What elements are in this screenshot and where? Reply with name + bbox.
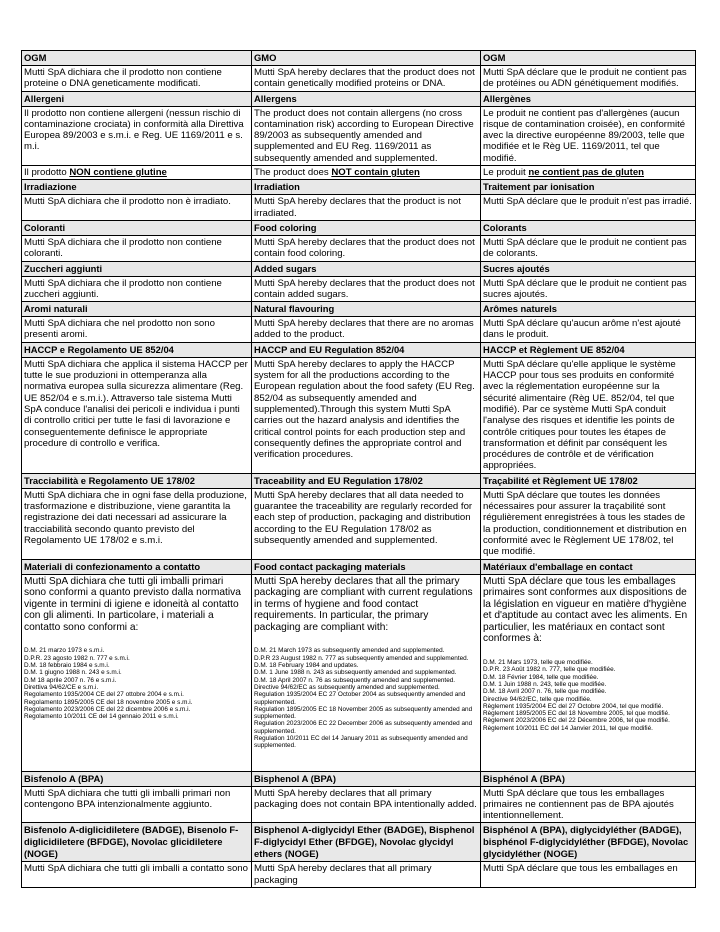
section-title-en: Irradiation bbox=[252, 180, 481, 195]
gluten-text: Il prodotto bbox=[24, 167, 70, 179]
section-title-fr: Bisphénol A (BPA) bbox=[481, 771, 696, 786]
statement-en: Mutti SpA hereby declares that there are no aromas added to the product. bbox=[252, 317, 481, 343]
statement-it: Mutti SpA dichiara che applica il sistema HACCP per tutte le sue produzioni in ottemperanza alla normativa europea sulla sicurezza alimentare (Reg. UE 852/04 e s.m.i.). Attraverso tale sistema Mutti SpA conduce l'analisi dei pericoli e individua i punti di controllo critici per tutte le fasi di lavorazione e conseguentemente definisce le appropriate procedure di controllo e verifica. bbox=[22, 357, 252, 473]
table-row bbox=[22, 106, 696, 165]
table-row bbox=[22, 574, 696, 771]
table-row bbox=[22, 357, 696, 473]
gluten-emphasis: NOT contain gluten bbox=[331, 167, 420, 179]
packaging-text: Mutti SpA hereby declares that all the primary packaging are compliant with current regulations in terms of hygiene and food contact requirements. In particular, the primary packaging are compliant with: bbox=[254, 575, 473, 633]
gluten-statement-fr bbox=[481, 166, 696, 180]
statement-fr: Mutti SpA déclare que le produit ne contient pas de colorants. bbox=[481, 235, 696, 261]
table-row bbox=[22, 195, 696, 221]
table-row bbox=[22, 235, 696, 261]
gluten-text: Le produit bbox=[483, 167, 529, 179]
declaration-table bbox=[21, 50, 696, 888]
statement-en: Mutti SpA hereby declares that the product is not irradiated. bbox=[252, 195, 481, 221]
statement-en: Mutti SpA hereby declares that all primary packaging bbox=[252, 862, 481, 888]
section-title-en: Bisphenol A-diglycidyl Ether (BADGE), Bisphenol F-diglycidyl Ether (BFDGE), Novolac glycidyl ethers (NOGE) bbox=[252, 823, 481, 862]
section-title-it: Bisfenolo A-diglicidiletere (BADGE), Bisenolo F-diglicidiletere (BFDGE), Novolac glicidiletere (NOGE) bbox=[22, 823, 252, 862]
section-title-en: Added sugars bbox=[252, 261, 481, 276]
section-title-it: Coloranti bbox=[22, 220, 252, 235]
packaging-statement-fr bbox=[481, 574, 696, 771]
section-header-row bbox=[22, 220, 696, 235]
gluten-emphasis: NON contiene glutine bbox=[69, 167, 167, 179]
regulation-list: D.M. 21 Mars 1973, telle que modifiée. D.P.R. 23 Août 1982 n. 777, telle que modifiée. D.M. 18 Février 1984, telle que modifiée. D.M. 1 Juin 1988 n. 243, telle que modifiée. D.M. 18 Avril 2007 n. 76, telle que modifiée. Directive 94/62/EC, telle que modifiée. Règlement 1935/2004 EC del 27 Octobre 2004, tel que modifié. Règlement 1895/2005 EC del 18 Novembre 2005, tel que modifié. Règlement 2023/2006 EC del 22 Décembre 2006, tel que modifié. Règlement 10/2011 EC del 14 Janvier 2011, tel que modifié. bbox=[483, 659, 670, 732]
table-row bbox=[22, 276, 696, 302]
packaging-statement-it bbox=[22, 574, 252, 771]
statement-en: Mutti SpA hereby declares to apply the HACCP system for all the productions according to the European regulation about the food safety (EU Reg. 852/04 as subsequently amended and supplemented).Through this system Mutti SpA carries out the hazard analysis and identifies the critical control points for each production step and consequently defines the appropriate control and verification procedures. bbox=[252, 357, 481, 473]
section-title-it: Aromi naturali bbox=[22, 302, 252, 317]
statement-it: Il prodotto non contiene allergeni (nessun rischio di contaminazione crociata) in conformità alla Direttiva Europea 89/2003 e s.m.i. e Reg. UE 1169/2011 e s. m.i. bbox=[22, 106, 252, 165]
regulation-list: D.M. 21 marzo 1973 e s.m.i. D.P.R. 23 agosto 1982 n. 777 e s.m.i. D.M. 18 febbraio 1984 e s.m.i. D.M. 1 giugno 1988 n. 243 e s.m.i. D.M 18 aprile 2007 n. 76 e s.m.i. Direttiva 94/62/CE e s.m.i. Regolamento 1935/2004 CE del 27 ottobre 2004 e s.m.i. Regolamento 1895/2005 CE del 18 novembre 2005 e s.m.i. Regolamento 2023/2006 CE del 22 dicembre 2006 e s.m.i. Regolamento 10/2011 CE del 14 gennaio 2011 e s.m.i. bbox=[24, 647, 193, 721]
statement-en: Mutti SpA hereby declares that all primary packaging does not contain BPA intentionally added. bbox=[252, 786, 481, 823]
section-title-it: HACCP e Regolamento UE 852/04 bbox=[22, 342, 252, 357]
table-row bbox=[22, 488, 696, 559]
section-header-row bbox=[22, 180, 696, 195]
section-title-it: Zuccheri aggiunti bbox=[22, 261, 252, 276]
section-title-it: Irradiazione bbox=[22, 180, 252, 195]
statement-fr: Mutti SpA déclare que toutes les données nécessaires pour assurer la traçabilité sont régulièrement enregistrées à tous les stades de la production, conditionnement et distribution en conformité avec le Règlement UE 178/02, tel que modifié. bbox=[481, 488, 696, 559]
section-title-en: Food contact packaging materials bbox=[252, 559, 481, 574]
gluten-statement-en bbox=[252, 166, 481, 180]
section-title-en: Food coloring bbox=[252, 220, 481, 235]
statement-en: Mutti SpA hereby declares that the product does not contain genetically modified proteins or DNA. bbox=[252, 66, 481, 92]
section-title-it: OGM bbox=[22, 51, 252, 66]
statement-fr: Mutti SpA déclare que le produit ne contient pas de protéines ou ADN génétiquement modifiés. bbox=[481, 66, 696, 92]
section-title-it: Allergeni bbox=[22, 91, 252, 106]
packaging-statement-en bbox=[252, 574, 481, 771]
section-title-fr: Allergènes bbox=[481, 91, 696, 106]
section-title-fr: OGM bbox=[481, 51, 696, 66]
table-row bbox=[22, 166, 696, 180]
section-title-en: Allergens bbox=[252, 91, 481, 106]
section-header-row bbox=[22, 91, 696, 106]
statement-fr: Mutti SpA déclare qu'elle applique le système HACCP pour tous ses produits en conformité avec la réglementation européenne sur la sécurité alimentaire (Règ UE. 852/04, tel que modifié). Par ce système Mutti SpA conduit l'analyse des risques et identifie les points de contrôle critiques pour toutes les étapes de transformation et définit par conséquent les procédures de contrôle et de vérification appropriées. bbox=[481, 357, 696, 473]
packaging-text: Mutti SpA déclare que tous les emballages primaires sont conformes aux dispositions de la législation en vigueur en matière d'hygiène et d'aptitude au contact avec les aliments. En particulier, les matériaux en contact sont conformes à: bbox=[483, 575, 688, 645]
section-header-row bbox=[22, 559, 696, 574]
statement-it: Mutti SpA dichiara che il prodotto non contiene proteine o DNA geneticamente modificati. bbox=[22, 66, 252, 92]
section-header-row bbox=[22, 261, 696, 276]
section-header-row bbox=[22, 302, 696, 317]
section-title-fr: Traitement par ionisation bbox=[481, 180, 696, 195]
section-title-en: Traceability and EU Regulation 178/02 bbox=[252, 473, 481, 488]
section-title-fr: Sucres ajoutés bbox=[481, 261, 696, 276]
statement-fr: Mutti SpA déclare que le produit n'est pas irradié. bbox=[481, 195, 696, 221]
gluten-emphasis: ne contient pas de gluten bbox=[528, 167, 645, 179]
regulation-list: D.M. 21 March 1973 as subsequently amended and supplemented. D.P.R 23 August 1982 n. 777 as subsequently amended and supplemented. D.M. 18 February 1984 and updates. D.M. 1 June 1988 n. 243 as subsequently amended and supplemented. D.M. 18 April 2007 n. 76 as subsequently amended and supplemented. Directive 94/62/EC as subsequently amended and supplemented. Regulation 1935/2004 EC 27 October 2004 as subsequently amended and supplemented. Regulation 1895/2005 EC 18 November 2005 as subsequently amended and supplemented. Regulation 2023/2006 EC 22 December 2006 as subsequently amended and supplemented. Regulation 10/2011 EC del 14 January 2011 as subsequently amended and supplemented. bbox=[254, 647, 473, 750]
declaration-sheet bbox=[21, 50, 695, 888]
packaging-text: Mutti SpA dichiara che tutti gli imballi primari sono conformi a quanto previsto dalla normativa vigente in termini di igiene e idoneità al contatto con gli alimenti. In particolare, i materiali a contatto sono conformi a: bbox=[24, 575, 241, 633]
gluten-text: The product does bbox=[254, 167, 332, 179]
table-row bbox=[22, 786, 696, 823]
table-row bbox=[22, 862, 696, 888]
section-header-row bbox=[22, 473, 696, 488]
section-header-row bbox=[22, 342, 696, 357]
table-row bbox=[22, 317, 696, 343]
section-title-it: Bisfenolo A (BPA) bbox=[22, 771, 252, 786]
section-title-fr: Bisphénol A (BPA), diglycidyléther (BADGE), bisphénol F-diglycidyléther (BFDGE), Novolac glycidyléther (NOGE) bbox=[481, 823, 696, 862]
section-title-it: Tracciabilità e Regolamento UE 178/02 bbox=[22, 473, 252, 488]
statement-it: Mutti SpA dichiara che il prodotto non è irradiato. bbox=[22, 195, 252, 221]
statement-fr: Mutti SpA déclare que tous les emballages primaires ne contiennent pas de BPA ajoutés intentionnellement. bbox=[481, 786, 696, 823]
section-title-fr: HACCP et Règlement UE 852/04 bbox=[481, 342, 696, 357]
statement-en: Mutti SpA hereby declares that the product does not contain added sugars. bbox=[252, 276, 481, 302]
statement-fr: Mutti SpA déclare que le produit ne contient pas sucres ajoutés. bbox=[481, 276, 696, 302]
statement-it: Mutti SpA dichiara che in ogni fase della produzione, trasformazione e distribuzione, viene garantita la registrazione dei dati necessari ad assicurare la tracciabilità secondo quanto previsto del Regolamento UE 178/02 e s.m.i. bbox=[22, 488, 252, 559]
statement-en: Mutti SpA hereby declares that the product does not contain food coloring. bbox=[252, 235, 481, 261]
statement-it: Mutti SpA dichiara che tutti gli imballi primari non contengono BPA intenzionalmente aggiunto. bbox=[22, 786, 252, 823]
statement-it: Mutti SpA dichiara che nel prodotto non sono presenti aromi. bbox=[22, 317, 252, 343]
statement-en: The product does not contain allergens (no cross contamination risk) according to European Directive 89/2003 as subsequently amended and supplemented and EU Reg. 1169/2011 as subsequently amended and supplemented. bbox=[252, 106, 481, 165]
section-title-fr: Colorants bbox=[481, 220, 696, 235]
statement-it: Mutti SpA dichiara che il prodotto non contiene coloranti. bbox=[22, 235, 252, 261]
section-title-fr: Arômes naturels bbox=[481, 302, 696, 317]
statement-fr: Le produit ne contient pas d'allergènes (aucun risque de contamination croisée), en conformité avec la directive européenne 89/2003, telle que modifiée et le Règ UE. 1169/2011, tel que modifié. bbox=[481, 106, 696, 165]
gluten-statement-it bbox=[22, 166, 252, 180]
section-header-row bbox=[22, 771, 696, 786]
section-title-en: Natural flavouring bbox=[252, 302, 481, 317]
statement-en: Mutti SpA hereby declares that all data needed to guarantee the traceability are regularly recorded for each step of production, packaging and distribution according to the EU Regulation 178/02 as subsequently amended and supplemented. bbox=[252, 488, 481, 559]
statement-fr: Mutti SpA déclare qu'aucun arôme n'est ajouté dans le produit. bbox=[481, 317, 696, 343]
section-header-row bbox=[22, 823, 696, 862]
statement-it: Mutti SpA dichiara che tutti gli imballi a contatto sono bbox=[22, 862, 252, 888]
section-title-fr: Traçabilité et Règlement UE 178/02 bbox=[481, 473, 696, 488]
section-title-fr: Matériaux d'emballage en contact bbox=[481, 559, 696, 574]
section-title-en: Bisphenol A (BPA) bbox=[252, 771, 481, 786]
table-row bbox=[22, 66, 696, 92]
table-body bbox=[22, 51, 696, 888]
section-title-en: HACCP and EU Regulation 852/04 bbox=[252, 342, 481, 357]
statement-it: Mutti SpA dichiara che il prodotto non contiene zuccheri aggiunti. bbox=[22, 276, 252, 302]
section-title-en: GMO bbox=[252, 51, 481, 66]
section-title-it: Materiali di confezionamento a contatto bbox=[22, 559, 252, 574]
statement-fr: Mutti SpA déclare que tous les emballages en bbox=[481, 862, 696, 888]
section-header-row bbox=[22, 51, 696, 66]
